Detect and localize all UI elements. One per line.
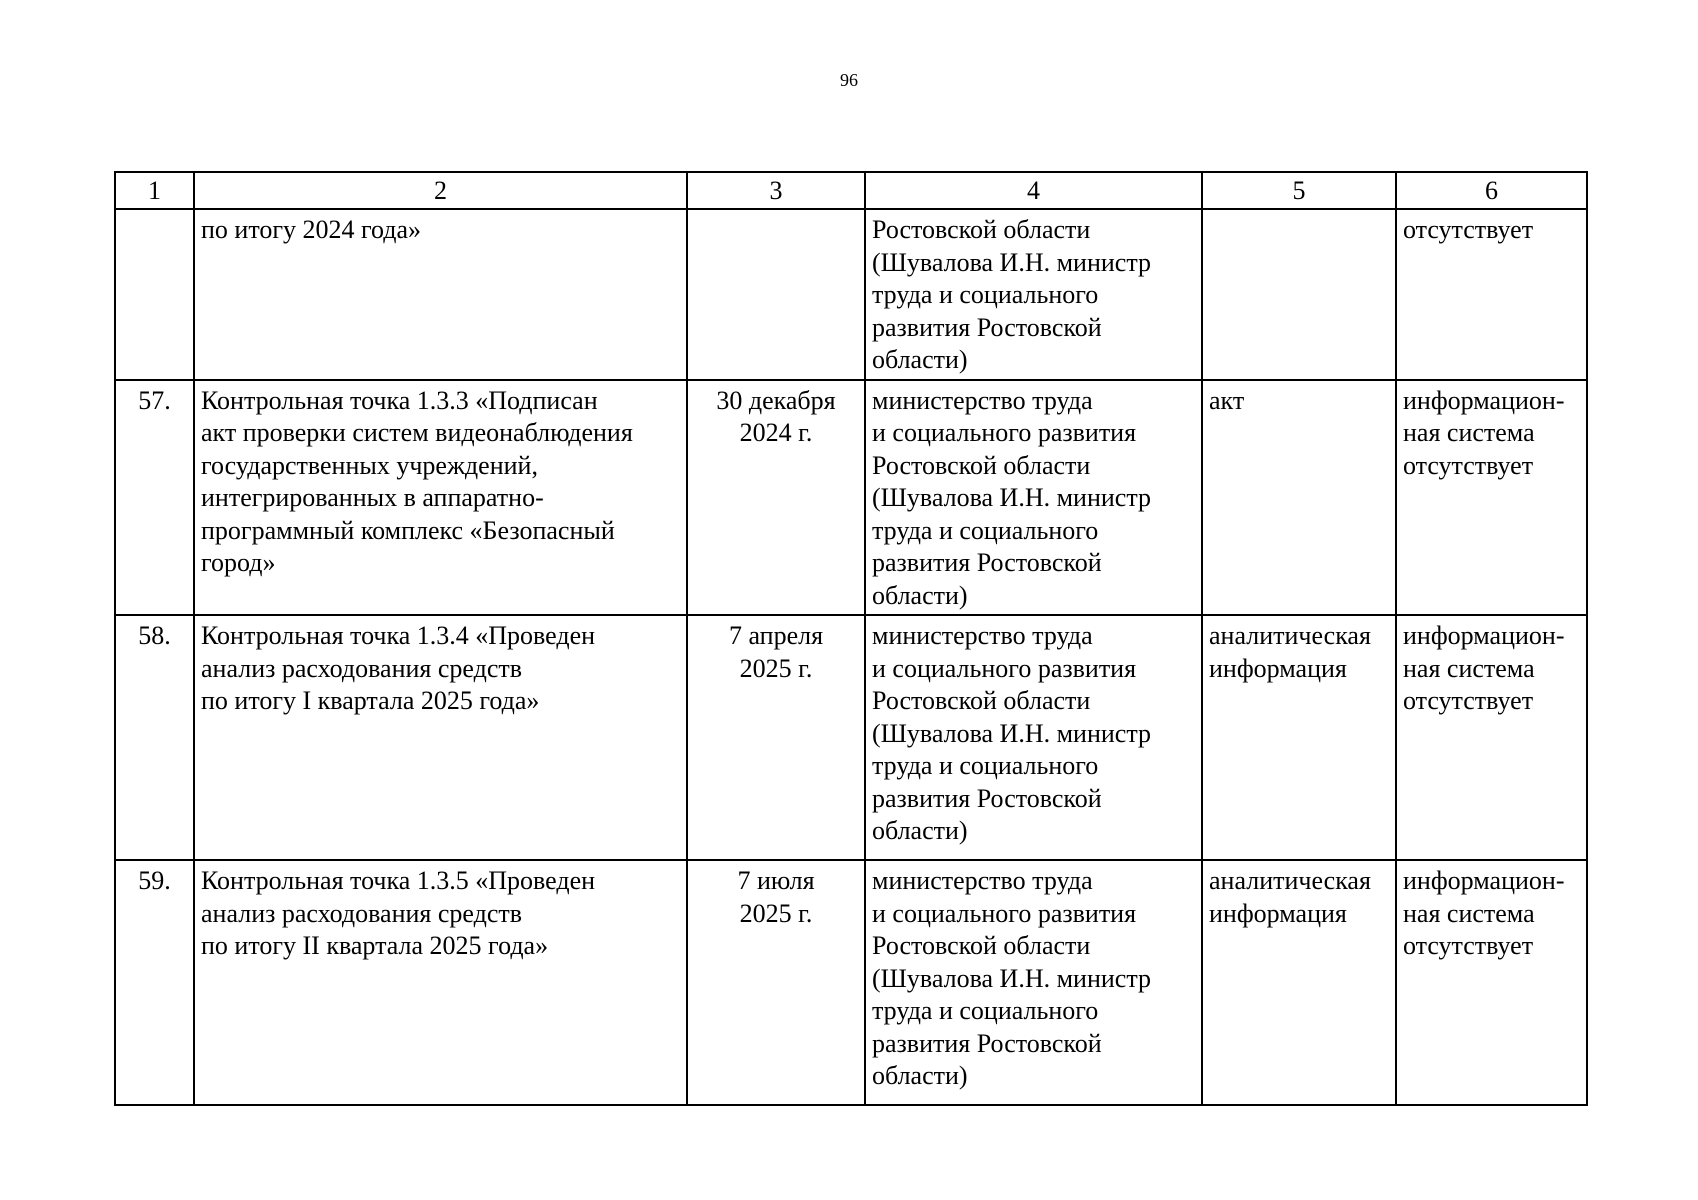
responsible-executor: министерство труда и социального развития Ростовской области (Шувалова И.Н. министр труда и социального развития Ростовской области) (865, 615, 1202, 860)
table-row (115, 615, 1587, 860)
document-type: аналитическая информация (1202, 615, 1396, 860)
document-type: аналитическая информация (1202, 860, 1396, 1105)
information-system: отсутствует (1396, 209, 1587, 380)
responsible-executor: Ростовской области (Шувалова И.Н. министр труда и социального развития Ростовской области) (865, 209, 1202, 380)
table-row (115, 380, 1587, 616)
control-point-name: Контрольная точка 1.3.5 «Проведен анализ расходования средств по итогу II квартала 2025 года» (194, 860, 687, 1105)
information-system: информацион- ная система отсутствует (1396, 860, 1587, 1105)
table-header-row (115, 172, 1587, 209)
information-system: информацион- ная система отсутствует (1396, 380, 1587, 616)
control-points-table (114, 171, 1588, 1106)
control-point-name: Контрольная точка 1.3.3 «Подписан акт проверки систем видеонаблюдения государственных учреждений, интегрированных в аппаратно- программный комплекс «Безопасный город» (194, 380, 687, 616)
page-number: 96 (840, 70, 858, 90)
column-header-1: 1 (115, 172, 194, 209)
table-row (115, 209, 1587, 380)
deadline-date: 7 апреля 2025 г. (687, 615, 865, 860)
row-number: 57. (115, 380, 194, 616)
column-header-2: 2 (194, 172, 687, 209)
row-number (115, 209, 194, 380)
row-number: 58. (115, 615, 194, 860)
information-system: информацион- ная система отсутствует (1396, 615, 1587, 860)
document-type: акт (1202, 380, 1396, 616)
column-header-5: 5 (1202, 172, 1396, 209)
deadline-date (687, 209, 865, 380)
responsible-executor: министерство труда и социального развития Ростовской области (Шувалова И.Н. министр труда и социального развития Ростовской области) (865, 380, 1202, 616)
column-header-6: 6 (1396, 172, 1587, 209)
column-header-3: 3 (687, 172, 865, 209)
table-row (115, 860, 1587, 1105)
control-point-name: по итогу 2024 года» (194, 209, 687, 380)
deadline-date: 7 июля 2025 г. (687, 860, 865, 1105)
responsible-executor: министерство труда и социального развития Ростовской области (Шувалова И.Н. министр труда и социального развития Ростовской области) (865, 860, 1202, 1105)
deadline-date: 30 декабря 2024 г. (687, 380, 865, 616)
row-number: 59. (115, 860, 194, 1105)
document-type (1202, 209, 1396, 380)
column-header-4: 4 (865, 172, 1202, 209)
control-point-name: Контрольная точка 1.3.4 «Проведен анализ расходования средств по итогу I квартала 2025 года» (194, 615, 687, 860)
